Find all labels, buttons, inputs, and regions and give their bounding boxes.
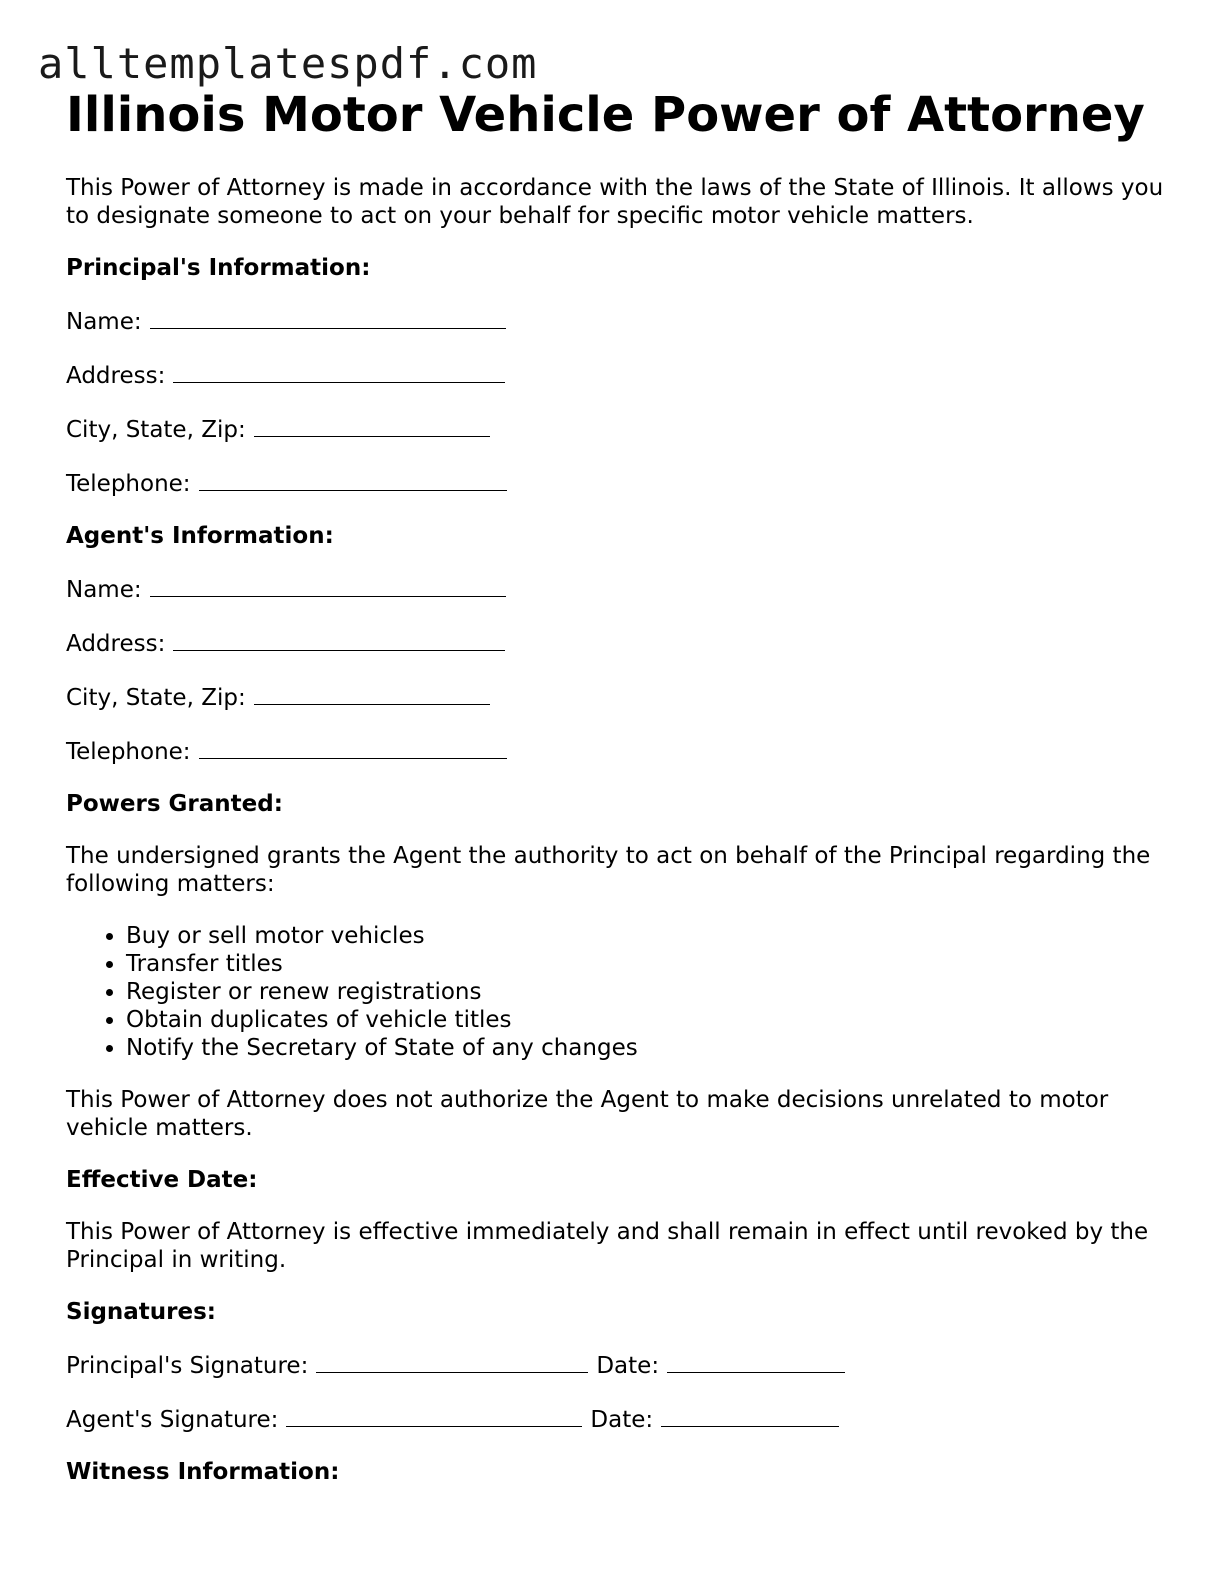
agent-date-label: Date:: [590, 1407, 654, 1433]
agent-address-label: Address:: [66, 631, 166, 657]
principal-name-input[interactable]: [150, 306, 506, 329]
agent-signature-label: Agent's Signature:: [66, 1407, 279, 1433]
principal-address-field: [66, 360, 1166, 390]
principal-address-input[interactable]: [173, 360, 505, 383]
list-item: • Notify the Secretary of State of any changes: [126, 1034, 1166, 1062]
principal-signature-row: [66, 1350, 1166, 1380]
list-item: • Transfer titles: [126, 950, 1166, 978]
principal-phone-input[interactable]: [199, 468, 507, 491]
principal-city-field: [66, 414, 1166, 444]
agent-name-input[interactable]: [150, 574, 506, 597]
watermark: alltemplatespdf.com: [38, 39, 538, 88]
principal-name-field: [66, 306, 1166, 336]
agent-signature-row: [66, 1404, 1166, 1434]
list-item: • Register or renew registrations: [126, 978, 1166, 1006]
agent-address-field: [66, 628, 1166, 658]
agent-phone-label: Telephone:: [66, 739, 191, 765]
agent-date-input[interactable]: [661, 1404, 839, 1427]
agent-phone-input[interactable]: [199, 736, 507, 759]
powers-heading: Powers Granted:: [66, 791, 283, 817]
principal-city-label: City, State, Zip:: [66, 417, 246, 443]
signatures-heading: Signatures:: [66, 1299, 217, 1325]
agent-signature-input[interactable]: [286, 1404, 582, 1427]
principal-address-label: Address:: [66, 363, 166, 389]
principal-signature-input[interactable]: [316, 1350, 588, 1373]
witness-heading: Witness Information:: [66, 1459, 340, 1485]
agent-phone-field: [66, 736, 1166, 766]
agent-address-input[interactable]: [173, 628, 505, 651]
principal-signature-label: Principal's Signature:: [66, 1353, 309, 1379]
principal-heading: Principal's Information:: [66, 255, 371, 281]
effective-heading: Effective Date:: [66, 1167, 258, 1193]
principal-city-input[interactable]: [254, 414, 490, 437]
document-body: [66, 174, 1166, 1510]
list-item: • Obtain duplicates of vehicle titles: [126, 1006, 1166, 1034]
agent-city-input[interactable]: [254, 682, 490, 705]
principal-date-label: Date:: [596, 1353, 660, 1379]
powers-list: [66, 922, 1166, 1062]
principal-phone-label: Telephone:: [66, 471, 191, 497]
principal-date-input[interactable]: [667, 1350, 845, 1373]
effective-text: This Power of Attorney is effective immediately and shall remain in effect until revoked by the Principal in writing.: [66, 1219, 1149, 1273]
page-title: Illinois Motor Vehicle Power of Attorney: [66, 87, 1145, 143]
agent-name-field: [66, 574, 1166, 604]
intro-paragraph: This Power of Attorney is made in accordance with the laws of the State of Illinois. It allows you to designate someone to act on your behalf for specific motor vehicle matters.: [66, 175, 1164, 229]
agent-heading: Agent's Information:: [66, 523, 334, 549]
agent-name-label: Name:: [66, 577, 142, 603]
principal-phone-field: [66, 468, 1166, 498]
agent-city-label: City, State, Zip:: [66, 685, 246, 711]
powers-intro: The undersigned grants the Agent the authority to act on behalf of the Principal regarding the following matters:: [66, 843, 1151, 897]
agent-city-field: [66, 682, 1166, 712]
principal-name-label: Name:: [66, 309, 142, 335]
list-item: • Buy or sell motor vehicles: [126, 922, 1166, 950]
powers-limitation: This Power of Attorney does not authorize the Agent to make decisions unrelated to motor vehicle matters.: [66, 1087, 1109, 1141]
